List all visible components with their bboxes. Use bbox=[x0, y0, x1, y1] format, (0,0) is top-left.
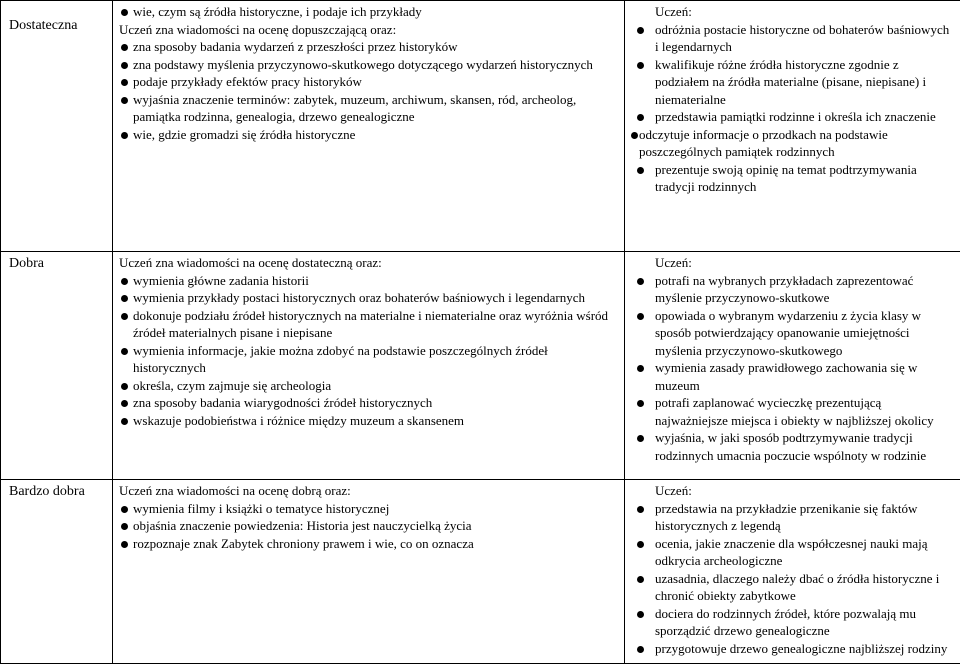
bullet-icon bbox=[637, 167, 644, 174]
requirements-list bbox=[119, 254, 620, 429]
bullet-icon bbox=[637, 400, 644, 407]
item-text: wskazuje podobieństwa i różnice między muzeum a skansenem bbox=[133, 413, 464, 428]
item-text: objaśnia znaczenie powiedzenia: Historia jest nauczycielką życia bbox=[133, 518, 472, 533]
requirements-cell bbox=[113, 1, 625, 252]
item-text: zna sposoby badania wiarygodności źródeł historycznych bbox=[133, 395, 432, 410]
bullet-item bbox=[119, 3, 620, 21]
item-text: Uczeń: bbox=[655, 255, 692, 270]
item-text: wymienia przykłady postaci historycznych oraz bohaterów baśniowych i legendarnych bbox=[133, 290, 585, 305]
bullet-item bbox=[631, 307, 956, 360]
bullet-item bbox=[631, 359, 956, 394]
bullet-item bbox=[119, 342, 620, 377]
item-text: zna sposoby badania wydarzeń z przeszłości przez historyków bbox=[133, 39, 458, 54]
item-text: wymienia filmy i książki o tematyce historycznej bbox=[133, 501, 389, 516]
bullet-icon bbox=[121, 418, 128, 425]
item-text: odczytuje informacje o przodkach na podstawie poszczególnych pamiątek rodzinnych bbox=[639, 127, 888, 160]
item-text: rozpoznaje znak Zabytek chroniony prawem i wie, co on oznacza bbox=[133, 536, 474, 551]
bullet-icon bbox=[637, 506, 644, 513]
bullet-item bbox=[631, 56, 956, 109]
bullet-icon bbox=[121, 506, 128, 513]
bullet-icon bbox=[637, 576, 644, 583]
item-text: Uczeń: bbox=[655, 483, 692, 498]
skills-list bbox=[631, 254, 956, 464]
item-text: prezentuje swoją opinię na temat podtrzymywania tradycji rodzinnych bbox=[655, 162, 917, 195]
bullet-item bbox=[631, 161, 956, 196]
bullet-item bbox=[119, 91, 620, 126]
bullet-item bbox=[119, 517, 620, 535]
item-text: przedstawia pamiątki rodzinne i określa ich znaczenie bbox=[655, 109, 936, 124]
intro-line bbox=[631, 254, 956, 272]
bullet-item bbox=[119, 394, 620, 412]
item-text: przygotowuje drzewo genealogiczne najbliższej rodziny bbox=[655, 641, 947, 656]
bullet-item bbox=[631, 429, 956, 464]
bullet-item bbox=[631, 21, 956, 56]
bullet-item bbox=[119, 38, 620, 56]
item-text: dokonuje podziału źródeł historycznych na materialne i niematerialne oraz wyróżnia wśród źródeł materialnych pisane i niepisane bbox=[133, 308, 608, 341]
bullet-icon bbox=[121, 541, 128, 548]
bullet-item bbox=[631, 500, 956, 535]
bullet-item bbox=[119, 307, 620, 342]
bullet-item bbox=[119, 377, 620, 395]
item-text: wie, czym są źródła historyczne, i podaje ich przykłady bbox=[133, 4, 422, 19]
bullet-icon bbox=[637, 27, 644, 34]
bullet-icon bbox=[637, 62, 644, 69]
bullet-item bbox=[119, 500, 620, 518]
intro-line bbox=[119, 254, 620, 272]
item-text: wie, gdzie gromadzi się źródła historyczne bbox=[133, 127, 355, 142]
grade-label: Dostateczna bbox=[1, 1, 113, 252]
item-text: wymienia główne zadania historii bbox=[133, 273, 309, 288]
intro-line bbox=[119, 21, 620, 39]
item-text: określa, czym zajmuje się archeologia bbox=[133, 378, 331, 393]
requirements-list bbox=[119, 482, 620, 552]
item-text: Uczeń zna wiadomości na ocenę dobrą oraz: bbox=[119, 483, 351, 498]
bullet-icon bbox=[637, 541, 644, 548]
bullet-icon bbox=[121, 383, 128, 390]
grade-label: Bardzo dobra bbox=[1, 480, 113, 664]
bullet-icon bbox=[121, 523, 128, 530]
bullet-item bbox=[119, 412, 620, 430]
bullet-icon bbox=[121, 400, 128, 407]
bullet-icon bbox=[121, 97, 128, 104]
item-text: kwalifikuje różne źródła historyczne zgodnie z podziałem na źródła materialne (pisane, niepisane) i niematerialne bbox=[655, 57, 926, 107]
bullet-item bbox=[119, 289, 620, 307]
row-dostateczna bbox=[1, 1, 960, 252]
bullet-icon bbox=[121, 9, 128, 16]
bullet-item bbox=[631, 394, 956, 429]
item-text: wymienia zasady prawidłowego zachowania się w muzeum bbox=[655, 360, 917, 393]
bullet-item bbox=[631, 535, 956, 570]
item-text: wymienia informacje, jakie można zdobyć na podstawie poszczególnych źródeł historycznych bbox=[133, 343, 548, 376]
intro-line bbox=[119, 482, 620, 500]
bullet-item bbox=[119, 126, 620, 144]
item-text: Uczeń zna wiadomości na ocenę dopuszczającą oraz: bbox=[119, 22, 396, 37]
item-text: zna podstawy myślenia przyczynowo-skutkowego dotyczącego wydarzeń historycznych bbox=[133, 57, 593, 72]
bullet-icon bbox=[121, 278, 128, 285]
requirements-cell bbox=[113, 252, 625, 480]
skills-list bbox=[631, 3, 956, 196]
bullet-item bbox=[119, 56, 620, 74]
item-text: uzasadnia, dlaczego należy dbać o źródła historyczne i chronić obiekty zabytkowe bbox=[655, 571, 939, 604]
bullet-icon bbox=[121, 79, 128, 86]
item-text: wyjaśnia, w jaki sposób podtrzymywanie tradycji rodzinnych umacnia poczucie wspólnoty w rodzinie bbox=[655, 430, 926, 463]
item-text: przedstawia na przykładzie przenikanie się faktów historycznych z legendą bbox=[655, 501, 917, 534]
bullet-icon bbox=[121, 295, 128, 302]
grade-label: Dobra bbox=[1, 252, 113, 480]
bullet-icon bbox=[637, 278, 644, 285]
skills-cell bbox=[625, 252, 960, 480]
bullet-item bbox=[631, 640, 956, 658]
requirements-cell bbox=[113, 480, 625, 664]
item-text: potrafi zaplanować wycieczkę prezentującą najważniejsze miejsca i obiekty w najbliższej okolicy bbox=[655, 395, 934, 428]
bullet-icon bbox=[637, 365, 644, 372]
bullet-item bbox=[119, 272, 620, 290]
skills-cell bbox=[625, 1, 960, 252]
item-text: opowiada o wybranym wydarzeniu z życia klasy w sposób potwierdzający opanowanie umiejętności myślenia przyczynowo-skutkowego bbox=[655, 308, 921, 358]
intro-line bbox=[631, 482, 956, 500]
bullet-icon bbox=[121, 62, 128, 69]
bullet-icon bbox=[121, 132, 128, 139]
item-text: odróżnia postacie historyczne od bohaterów baśniowych i legendarnych bbox=[655, 22, 949, 55]
item-text: potrafi na wybranych przykładach zaprezentować myślenie przyczynowo-skutkowe bbox=[655, 273, 913, 306]
bullet-item bbox=[631, 108, 956, 126]
skills-cell bbox=[625, 480, 960, 664]
item-text: podaje przykłady efektów pracy historyków bbox=[133, 74, 362, 89]
bullet-icon bbox=[121, 44, 128, 51]
row-bardzo-dobra bbox=[1, 480, 960, 664]
intro-line bbox=[631, 3, 956, 21]
bullet-icon bbox=[121, 348, 128, 355]
skills-list bbox=[631, 482, 956, 657]
item-text: Uczeń zna wiadomości na ocenę dostateczną oraz: bbox=[119, 255, 382, 270]
bullet-icon bbox=[637, 313, 644, 320]
bullet-item bbox=[631, 605, 956, 640]
bullet-item bbox=[631, 126, 956, 161]
bullet-icon bbox=[121, 313, 128, 320]
row-dobra bbox=[1, 252, 960, 480]
bullet-item bbox=[119, 73, 620, 91]
bullet-icon bbox=[637, 435, 644, 442]
item-text: dociera do rodzinnych źródeł, które pozwalają mu sporządzić drzewo genealogiczne bbox=[655, 606, 916, 639]
item-text: wyjaśnia znaczenie terminów: zabytek, muzeum, archiwum, skansen, ród, archeolog, pamiątka rodzinna, genealogia, drzewo genealogiczne bbox=[133, 92, 576, 125]
item-text: ocenia, jakie znaczenie dla współczesnej nauki mają odkrycia archeologiczne bbox=[655, 536, 928, 569]
bullet-item bbox=[631, 272, 956, 307]
item-text: Uczeń: bbox=[655, 4, 692, 19]
requirements-list bbox=[119, 3, 620, 143]
bullet-icon bbox=[631, 132, 638, 139]
bullet-icon bbox=[637, 646, 644, 653]
bullet-icon bbox=[637, 611, 644, 618]
bullet-icon bbox=[637, 114, 644, 121]
bullet-item bbox=[119, 535, 620, 553]
bullet-item bbox=[631, 570, 956, 605]
